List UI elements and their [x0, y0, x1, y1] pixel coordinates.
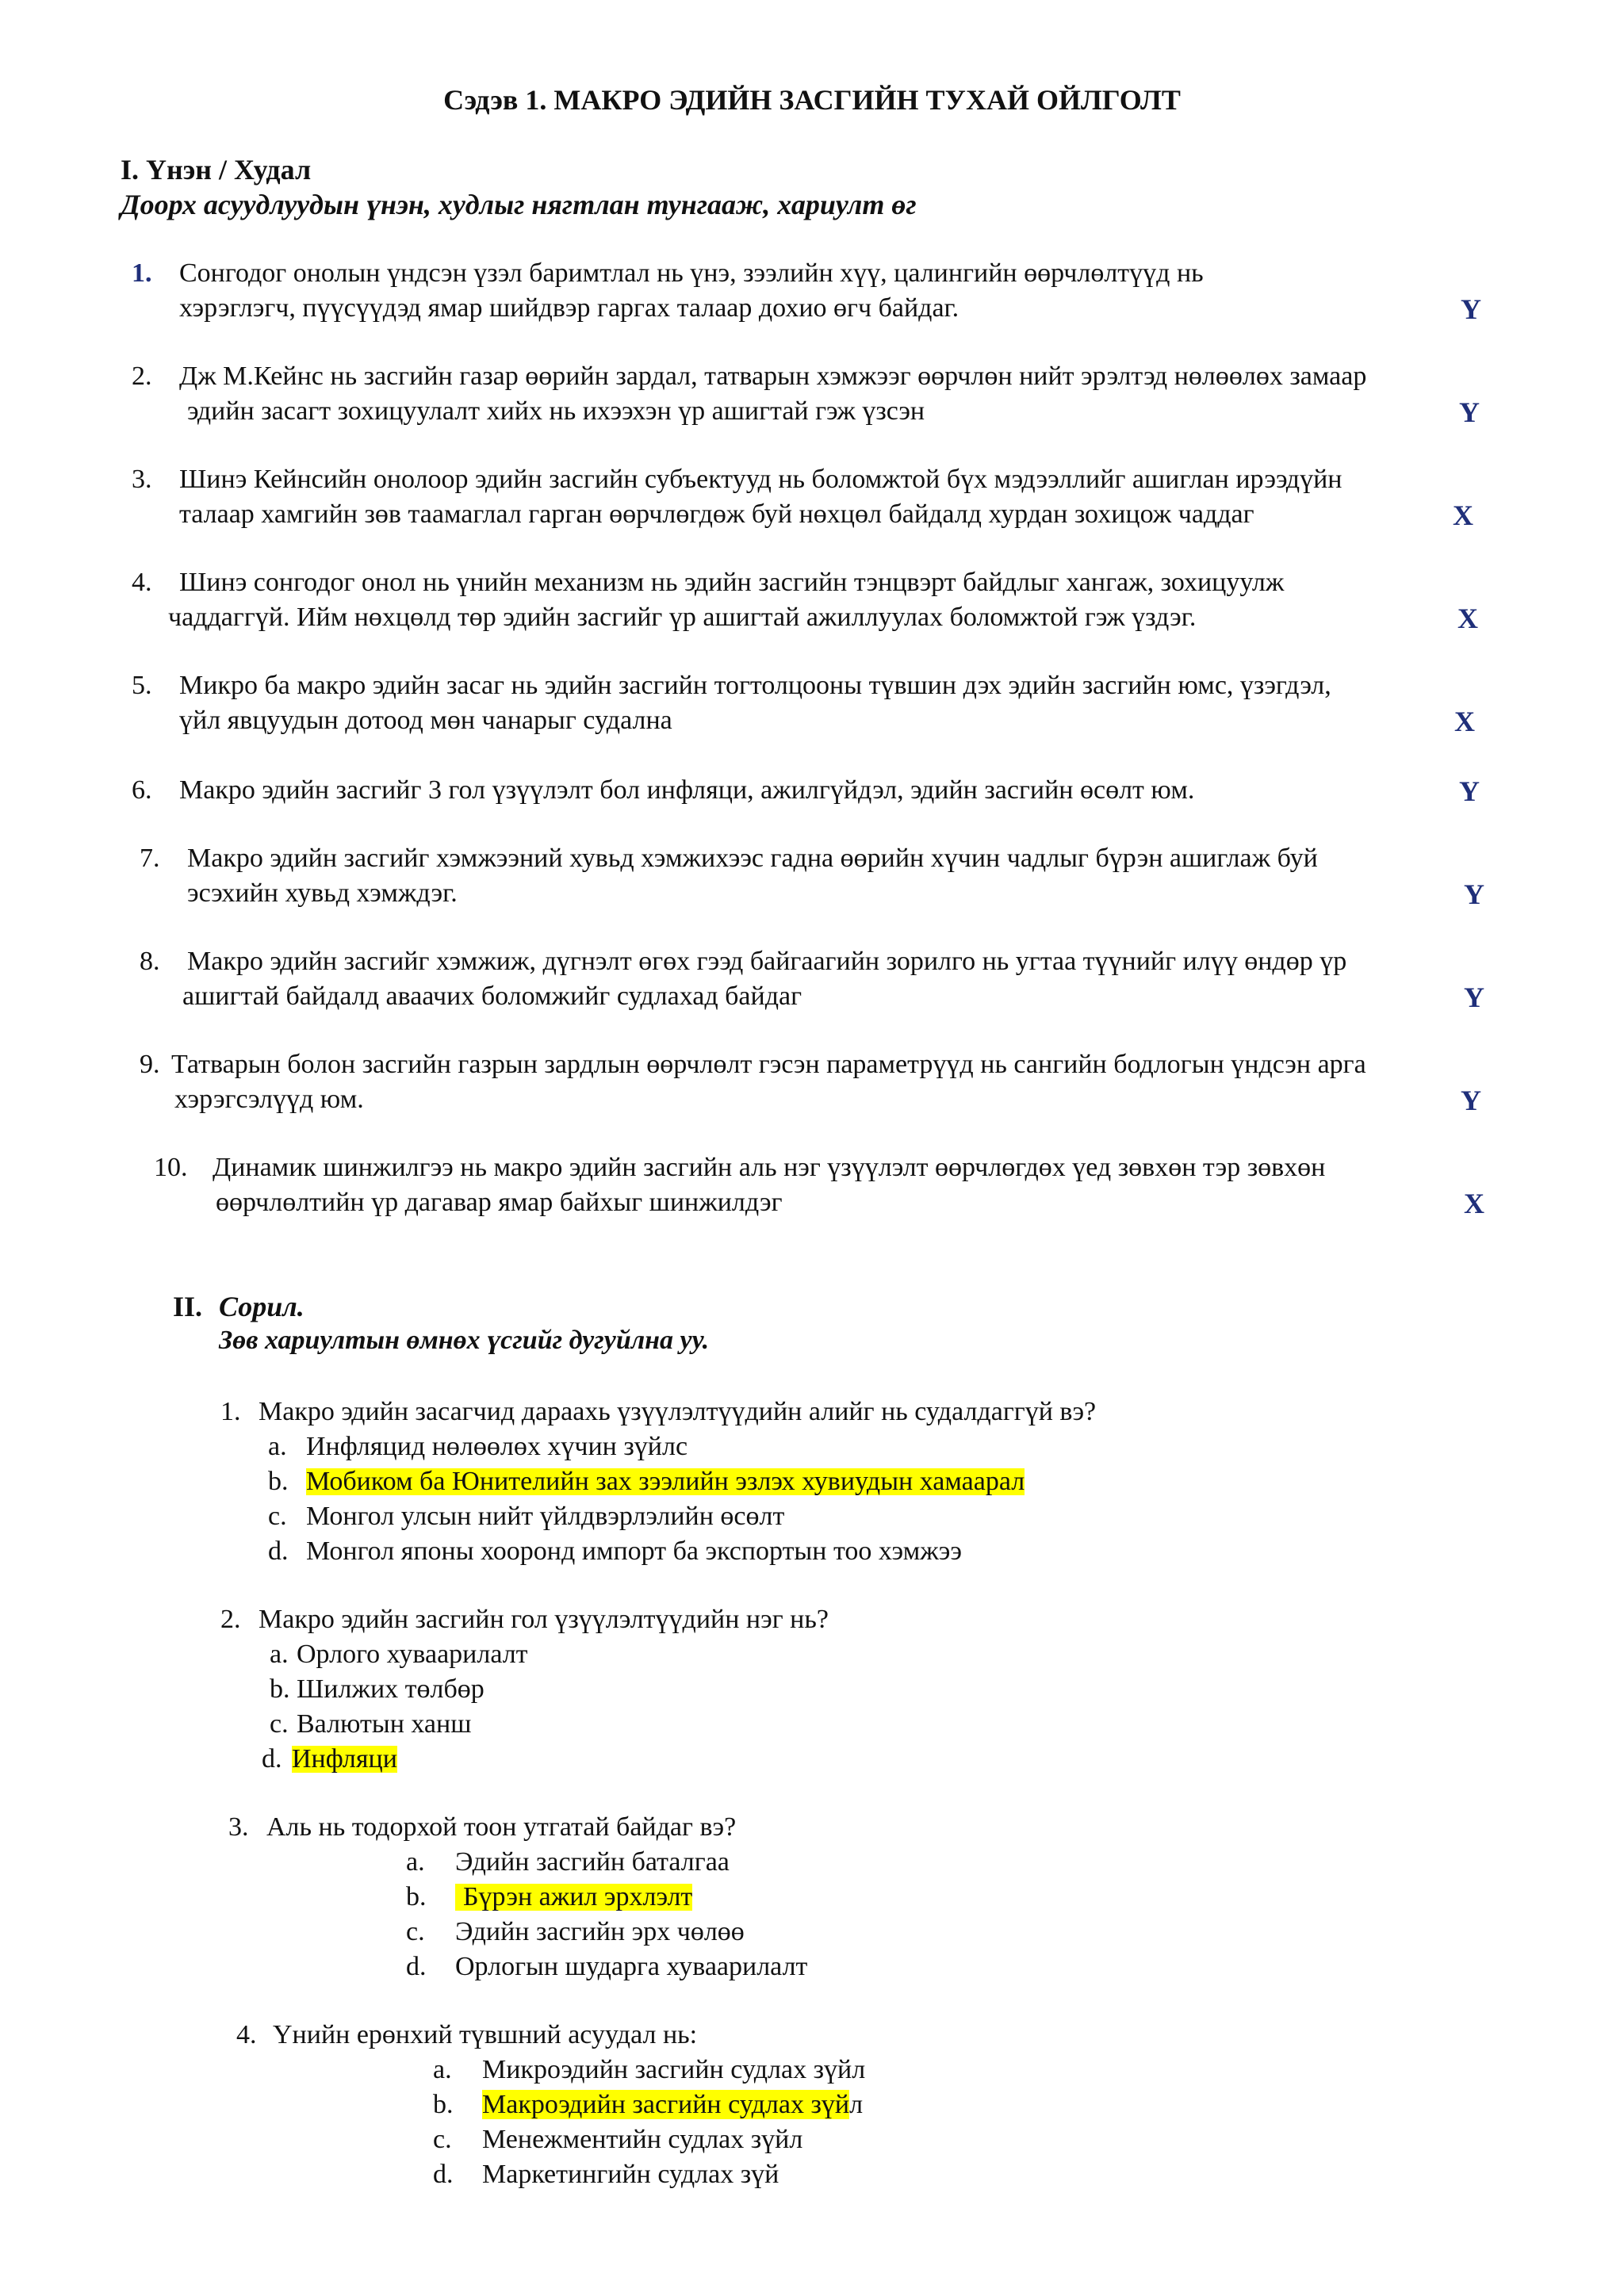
tf-item-number: 5.: [132, 671, 152, 700]
tf-item-line1: Татварын болон засгийн газрын зардлын өөрчлөлт гэсэн параметрүүд нь сангийн бодлогын үндсэн арга: [171, 1050, 1366, 1079]
tf-item-number: 8.: [140, 947, 160, 976]
tf-item-answer: Y: [1461, 1085, 1481, 1116]
mcq-option-letter: b.: [406, 1882, 427, 1911]
tf-item-line2: ашигтай байдалд аваачих боломжийг судлахад байдаг: [182, 982, 802, 1011]
tf-item-line2: үйл явцуудын дотоод мөн чанарыг судална: [179, 706, 672, 735]
tf-item-answer: X: [1453, 499, 1473, 531]
tf-item-number: 6.: [132, 775, 152, 805]
mcq-option-text: Инфляцид нөлөөлөх хүчин зүйлс: [306, 1432, 688, 1461]
tf-item-number: 10.: [154, 1153, 188, 1182]
section-2-instruction: Зөв хариултын өмнөх үсгийг дугуйлна уу.: [219, 1326, 710, 1355]
tf-item-line2: эсэхийн хувьд хэмждэг.: [187, 878, 458, 908]
tf-item-line1: Сонгодог онолын үндсэн үзэл баримтлал нь үнэ, зээлийн хүү, цалингийн өөрчлөлтүүд нь: [179, 258, 1204, 288]
mcq-option-letter: c.: [433, 2125, 452, 2154]
mcq-number: 3.: [228, 1812, 249, 1842]
mcq-number: 2.: [220, 1605, 241, 1634]
mcq-text: Макро эдийн засагчид дараахь үзүүлэлтүүдийн алийг нь судалдаггүй вэ?: [259, 1397, 1097, 1426]
mcq-text: Үнийн ерөнхий түвшний асуудал нь:: [273, 2020, 698, 2049]
tf-item-line1: Динамик шинжилгээ нь макро эдийн засгийн аль нэг үзүүлэлт өөрчлөгдөх үед зөвхөн тэр зөвхөн: [213, 1153, 1326, 1182]
tf-item-number: 7.: [140, 844, 160, 873]
mcq-option-letter: d.: [406, 1952, 427, 1981]
tf-item-number: 4.: [132, 568, 152, 597]
tf-item-number: 9.: [140, 1050, 160, 1079]
tf-item-answer: Y: [1459, 396, 1480, 428]
tf-item-line2: хэрэгсэлүүд юм.: [174, 1085, 364, 1114]
mcq-option-text-highlighted: Инфляци: [292, 1744, 397, 1774]
mcq-option-text: Эдийн засгийн эрх чөлөө: [455, 1917, 745, 1946]
tf-item-line1: Микро ба макро эдийн засаг нь эдийн засгийн тогтолцооны түвшин дэх эдийн засгийн юмс, үзэгдэл,: [179, 671, 1331, 700]
unhighlighted-tail: л: [849, 2090, 864, 2119]
mcq-option-letter: b.: [433, 2090, 454, 2119]
mcq-option-text: Монгол японы хооронд импорт ба экспортын тоо хэмжээ: [306, 1536, 962, 1566]
mcq-option-text: Менежментийн судлах зүйл: [482, 2125, 803, 2154]
tf-item-number: 1.: [132, 258, 152, 288]
mcq-option-letter: d.: [268, 1536, 289, 1566]
tf-item-line1: Шинэ сонгодог онол нь үнийн механизм нь эдийн засгийн тэнцвэрт байдлыг хангаж, зохицуулж: [179, 568, 1285, 597]
mcq-number: 4.: [236, 2020, 257, 2049]
tf-item-line1: Дж М.Кейнс нь засгийн газар өөрийн зардал, татварын хэмжээг өөрчлөн нийт эрэлтэд нөлөөлөх замаар: [179, 362, 1367, 391]
tf-item-answer: Y: [1464, 878, 1484, 910]
mcq-option-letter: d.: [433, 2160, 454, 2189]
mcq-option-letter: b.: [268, 1467, 289, 1496]
mcq-option-text-highlighted: Мобиком ба Юнителийн зах зээлийн эзлэх хувиудын хамаарал: [306, 1467, 1025, 1496]
tf-item-answer: Y: [1464, 982, 1484, 1013]
mcq-option-text: Орлогын шударга хуваарилалт: [455, 1952, 808, 1981]
mcq-option-text-partly-highlighted: [482, 2091, 863, 2118]
mcq-option-text: Монгол улсын нийт үйлдвэрлэлийн өсөлт: [306, 1502, 785, 1531]
section-1-heading: I. Үнэн / Худал: [121, 154, 312, 186]
mcq-option-letter: b.: [270, 1674, 290, 1704]
mcq-option-letter: c.: [268, 1502, 287, 1531]
section-2-number: II.: [173, 1291, 203, 1322]
section-1-instruction: Доорх асуудлуудын үнэн, худлыг нягтлан тунгааж, хариулт өг: [121, 189, 917, 220]
mcq-option-letter: a.: [270, 1640, 289, 1669]
mcq-option-letter: a.: [433, 2055, 452, 2084]
mcq-option-text-highlighted: Бүрэн ажил эрхлэлт: [455, 1884, 692, 1911]
highlight-span: Макроэдийн засгийн судлах зүй: [482, 2090, 850, 2119]
tf-item-line1: Макро эдийн засгийг хэмжээний хувьд хэмжихээс гадна өөрийн хүчин чадлыг бүрэн ашиглаж буй: [187, 844, 1318, 873]
mcq-option-letter: c.: [270, 1709, 289, 1739]
mcq-number: 1.: [220, 1397, 241, 1426]
tf-item-answer: X: [1454, 706, 1475, 737]
mcq-option-letter: d.: [262, 1744, 282, 1774]
mcq-text: Макро эдийн засгийн гол үзүүлэлтүүдийн нэг нь?: [259, 1605, 829, 1634]
tf-item-line2: чаддаггүй. Ийм нөхцөлд төр эдийн засгийг үр ашигтай ажиллуулах боломжтой гэж үздэг.: [168, 603, 1197, 632]
tf-item-line1: Шинэ Кейнсийн онолоор эдийн засгийн субъектууд нь боломжтой бүх мэдээллийг ашиглан ирээдүйн: [179, 465, 1342, 494]
page-title: Сэдэв 1. МАКРО ЭДИЙН ЗАСГИЙН ТУХАЙ ОЙЛГОЛТ: [443, 84, 1181, 116]
mcq-option-text: Эдийн засгийн баталгаа: [455, 1847, 730, 1877]
tf-item-answer: X: [1464, 1188, 1484, 1219]
mcq-option-letter: c.: [406, 1917, 425, 1946]
tf-item-answer: X: [1457, 603, 1478, 634]
tf-item-number: 2.: [132, 362, 152, 391]
tf-item-answer: Y: [1461, 293, 1481, 325]
tf-item-line2: талаар хамгийн зөв таамаглал гарган өөрчлөгдөж буй нөхцөл байдалд хурдан зохицож чаддаг: [179, 499, 1254, 529]
mcq-option-text: Шилжих төлбөр: [297, 1674, 485, 1704]
tf-item-number: 3.: [132, 465, 152, 494]
tf-item-line2: өөрчлөлтийн үр дагавар ямар байхыг шинжилдэг: [216, 1188, 783, 1217]
tf-item-answer: Y: [1459, 775, 1480, 807]
tf-item-line2: хэрэглэгч, пүүсүүдэд ямар шийдвэр гаргах талаар дохио өгч байдаг.: [179, 293, 959, 323]
mcq-option-letter: a.: [268, 1432, 287, 1461]
section-2-heading: Сорил.: [219, 1291, 304, 1322]
tf-item-line1: Макро эдийн засгийг хэмжиж, дүгнэлт өгөх гээд байгаагийн зорилго нь угтаа түүнийг илүү өндөр үр: [187, 947, 1347, 976]
mcq-option-text: Орлого хуваарилалт: [297, 1640, 528, 1669]
mcq-option-letter: a.: [406, 1847, 425, 1877]
mcq-option-text: Маркетингийн судлах зүй: [482, 2160, 779, 2189]
tf-item-line1: Макро эдийн засгийг 3 гол үзүүлэлт бол инфляци, ажилгүйдэл, эдийн засгийн өсөлт юм.: [179, 775, 1195, 805]
mcq-text: Аль нь тодорхой тоон утгатай байдаг вэ?: [266, 1812, 737, 1842]
tf-item-line2: эдийн засагт зохицуулалт хийх нь ихээхэн үр ашигтай гэж үзсэн: [187, 396, 925, 426]
mcq-option-text: Валютын ханш: [297, 1709, 472, 1739]
mcq-option-text: Микроэдийн засгийн судлах зүйл: [482, 2055, 866, 2084]
